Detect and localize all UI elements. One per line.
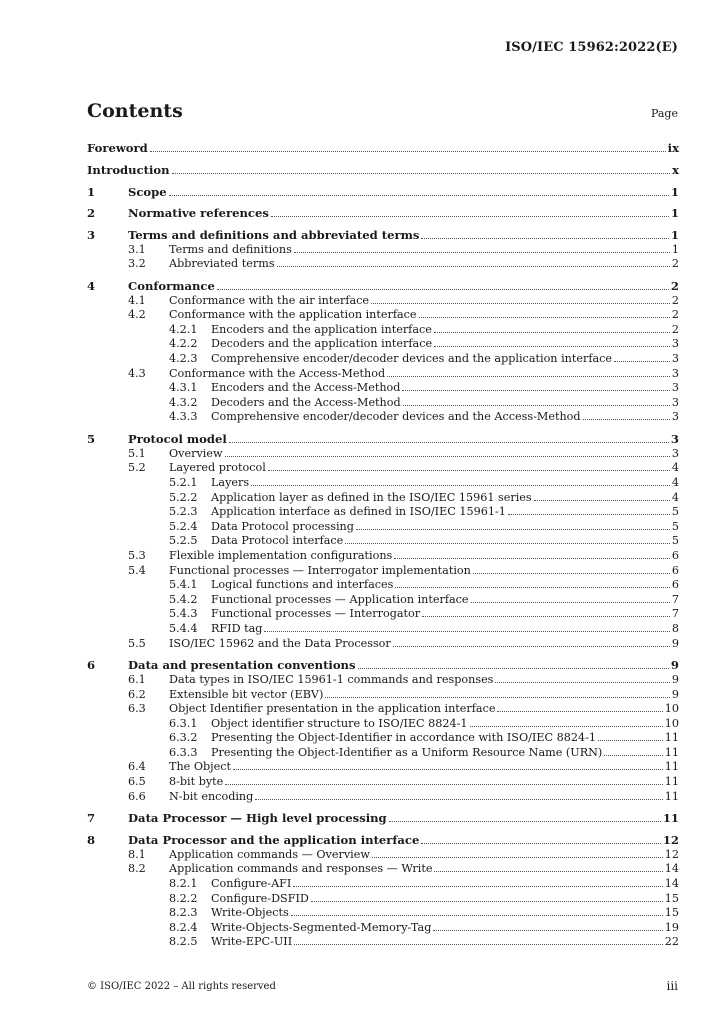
dot-leader bbox=[217, 280, 669, 290]
dot-leader bbox=[387, 367, 670, 377]
dot-leader bbox=[508, 505, 670, 515]
dot-leader bbox=[356, 520, 670, 530]
dot-leader bbox=[311, 892, 663, 902]
toc-entry-number: 4.3.2 bbox=[169, 395, 198, 409]
toc-entry-page: 10 bbox=[664, 716, 679, 730]
toc-entry-title: Presenting the Object-Identifier as a Uniform Resource Name (URN) bbox=[211, 745, 603, 759]
copyright-notice: © ISO/IEC 2022 – All rights reserved bbox=[87, 981, 276, 992]
toc-entry-page: 6 bbox=[671, 548, 679, 562]
toc-entry-number: 2 bbox=[87, 206, 96, 221]
toc-entry[interactable] bbox=[87, 396, 679, 411]
toc-entry[interactable] bbox=[87, 760, 679, 775]
toc-entry-page: 2 bbox=[671, 308, 679, 322]
toc-entry-number: 5.2.3 bbox=[169, 505, 198, 519]
dot-leader bbox=[233, 760, 663, 770]
toc-entry-page: x bbox=[672, 162, 679, 177]
table-of-contents bbox=[87, 138, 679, 950]
toc-entry[interactable] bbox=[87, 833, 679, 848]
toc-entry-page: 1 bbox=[671, 242, 679, 256]
toc-entry-title: N-bit encoding bbox=[169, 789, 254, 803]
toc-entry-number: 6.3.2 bbox=[169, 731, 198, 745]
toc-entry-title: Introduction bbox=[87, 162, 170, 177]
toc-entry-title: Object identifier structure to ISO/IEC 8824-1 bbox=[211, 716, 468, 730]
toc-entry-page: 5 bbox=[671, 534, 679, 548]
toc-entry[interactable] bbox=[87, 877, 679, 892]
toc-entry-title: Data and presentation conventions bbox=[128, 658, 356, 673]
toc-entry-title: Object Identifier presentation in the application interface bbox=[169, 702, 496, 716]
toc-entry[interactable] bbox=[87, 534, 679, 549]
document-identifier: ISO/IEC 15962:2022(E) bbox=[505, 40, 678, 55]
toc-entry-title: Terms and definitions and abbreviated terms bbox=[128, 228, 420, 243]
toc-entry-page: 14 bbox=[664, 877, 679, 890]
toc-entry-page: 4 bbox=[671, 490, 679, 504]
toc-entry[interactable] bbox=[87, 367, 679, 382]
dot-leader bbox=[434, 337, 670, 347]
toc-entry-page: 9 bbox=[670, 658, 679, 673]
toc-entry-page: 2 bbox=[671, 322, 679, 336]
dot-leader bbox=[534, 491, 670, 501]
page-number: iii bbox=[666, 979, 678, 993]
toc-entry[interactable] bbox=[87, 702, 679, 717]
toc-entry[interactable] bbox=[87, 607, 679, 622]
toc-entry-number: 7 bbox=[87, 811, 96, 826]
toc-entry[interactable] bbox=[87, 921, 679, 936]
toc-entry-page: 11 bbox=[662, 811, 679, 826]
toc-entry-page: 3 bbox=[671, 337, 679, 351]
dot-leader bbox=[470, 717, 663, 727]
toc-entry-page: 7 bbox=[671, 607, 679, 621]
toc-entry[interactable] bbox=[87, 622, 679, 637]
toc-entry-page: 5 bbox=[671, 505, 679, 519]
dot-leader bbox=[358, 659, 669, 669]
toc-entry-number: 4.2 bbox=[128, 308, 146, 322]
dot-leader bbox=[434, 862, 662, 872]
toc-entry[interactable] bbox=[87, 323, 679, 338]
toc-entry-number: 3.2 bbox=[128, 257, 146, 271]
toc-entry-page: 19 bbox=[664, 920, 679, 934]
toc-entry[interactable] bbox=[87, 352, 679, 367]
dot-leader bbox=[497, 702, 662, 712]
toc-entry-number: 5.1 bbox=[128, 446, 146, 460]
toc-entry-number: 1 bbox=[87, 184, 96, 199]
toc-entry-number: 6.1 bbox=[128, 672, 146, 686]
toc-entry-page: 8 bbox=[671, 621, 679, 635]
toc-entry-number: 4.2.1 bbox=[169, 322, 198, 336]
toc-entry-title: Data types in ISO/IEC 15961-1 commands and responses bbox=[169, 672, 494, 686]
toc-entry[interactable] bbox=[87, 257, 679, 272]
dot-leader bbox=[150, 142, 666, 152]
toc-entry-page: 10 bbox=[664, 702, 679, 716]
toc-entry[interactable] bbox=[87, 775, 679, 790]
dot-leader bbox=[255, 790, 662, 800]
dot-leader bbox=[434, 323, 670, 333]
toc-entry[interactable] bbox=[87, 243, 679, 258]
toc-entry-title: Data Processor and the application interface bbox=[128, 833, 420, 848]
toc-entry[interactable] bbox=[87, 432, 679, 447]
dot-leader bbox=[172, 164, 671, 174]
toc-entry[interactable] bbox=[87, 491, 679, 506]
toc-entry-title: Decoders and the Access-Method bbox=[211, 395, 401, 409]
toc-entry[interactable] bbox=[87, 731, 679, 746]
toc-entry-title: Conformance with the Access-Method bbox=[169, 366, 386, 380]
dot-leader bbox=[291, 906, 663, 916]
toc-entry-page: 9 bbox=[671, 672, 679, 686]
toc-entry-page: 2 bbox=[670, 279, 679, 294]
toc-entry-number: 8.2.5 bbox=[169, 935, 198, 949]
toc-entry-page: 12 bbox=[662, 833, 679, 848]
toc-entry-page: 1 bbox=[670, 184, 679, 199]
dot-leader bbox=[495, 673, 669, 683]
toc-entry-page: 6 bbox=[671, 563, 679, 577]
dot-leader bbox=[325, 688, 670, 698]
toc-entry-title: Encoders and the Access-Method bbox=[211, 381, 401, 395]
toc-entry-number: 4.2.3 bbox=[169, 352, 198, 366]
toc-entry[interactable] bbox=[87, 811, 679, 826]
toc-entry[interactable] bbox=[87, 593, 679, 608]
toc-entry-title: Data Processor — High level processing bbox=[128, 811, 387, 826]
toc-entry-title: Logical functions and interfaces bbox=[211, 578, 394, 592]
dot-leader bbox=[293, 877, 662, 887]
toc-entry[interactable] bbox=[87, 935, 679, 950]
dot-leader bbox=[225, 775, 662, 785]
toc-entry-page: ix bbox=[667, 141, 679, 155]
toc-entry[interactable] bbox=[87, 141, 679, 156]
toc-entry-number: 3.1 bbox=[128, 242, 146, 256]
toc-entry-title: Terms and definitions bbox=[169, 242, 292, 256]
toc-entry-number: 5.2.5 bbox=[169, 534, 198, 548]
toc-entry-page: 1 bbox=[670, 206, 679, 221]
toc-entry-page: 9 bbox=[671, 687, 679, 701]
toc-entry[interactable] bbox=[87, 637, 679, 652]
dot-leader bbox=[389, 812, 661, 822]
toc-entry-title: Comprehensive encoder/decoder devices and the Access-Method bbox=[211, 410, 581, 424]
toc-entry-page: 12 bbox=[664, 847, 679, 861]
toc-entry[interactable] bbox=[87, 228, 679, 243]
toc-entry-number: 6 bbox=[87, 658, 96, 673]
dot-leader bbox=[169, 186, 669, 196]
toc-entry-title: Abbreviated terms bbox=[169, 257, 275, 271]
dot-leader bbox=[251, 476, 670, 486]
toc-entry-title: Application commands — Overview bbox=[169, 847, 370, 861]
toc-entry-title: Flexible implementation configurations bbox=[169, 548, 393, 562]
dot-leader bbox=[294, 243, 670, 253]
toc-entry[interactable] bbox=[87, 578, 679, 593]
toc-entry-title: Protocol model bbox=[128, 432, 227, 447]
dot-leader bbox=[277, 257, 670, 267]
toc-entry-title: Write-Objects-Segmented-Memory-Tag bbox=[211, 920, 432, 934]
dot-leader bbox=[264, 622, 669, 632]
toc-entry-title: Layered protocol bbox=[169, 461, 266, 475]
page-title: Contents bbox=[87, 100, 183, 122]
toc-entry-title: ISO/IEC 15962 and the Data Processor bbox=[169, 636, 391, 650]
toc-entry-page: 11 bbox=[664, 745, 679, 759]
toc-entry-number: 4.1 bbox=[128, 293, 146, 307]
toc-entry[interactable] bbox=[87, 206, 679, 221]
dot-leader bbox=[583, 410, 670, 420]
toc-entry-page: 3 bbox=[671, 366, 679, 380]
toc-entry[interactable] bbox=[87, 185, 679, 200]
toc-entry-page: 3 bbox=[671, 352, 679, 366]
dot-leader bbox=[345, 534, 670, 544]
toc-entry-page: 11 bbox=[664, 760, 679, 774]
toc-entry[interactable] bbox=[87, 564, 679, 579]
toc-entry-title: Data Protocol processing bbox=[211, 519, 354, 533]
toc-entry[interactable] bbox=[87, 892, 679, 907]
dot-leader bbox=[372, 848, 663, 858]
toc-entry[interactable] bbox=[87, 410, 679, 425]
toc-entry-title: Data Protocol interface bbox=[211, 534, 344, 548]
toc-entry-page: 11 bbox=[664, 789, 679, 803]
dot-leader bbox=[604, 746, 662, 756]
toc-entry-title: Encoders and the application interface bbox=[211, 322, 432, 336]
toc-entry[interactable] bbox=[87, 906, 679, 921]
toc-entry-number: 6.2 bbox=[128, 687, 146, 701]
toc-entry-page: 15 bbox=[664, 891, 679, 905]
toc-entry-number: 5 bbox=[87, 432, 96, 447]
toc-entry-title: Conformance with the application interface bbox=[169, 308, 417, 322]
toc-entry-page: 4 bbox=[671, 461, 679, 475]
toc-entry[interactable] bbox=[87, 294, 679, 309]
toc-entry-number: 6.6 bbox=[128, 789, 146, 803]
toc-entry-title: RFID tag bbox=[211, 621, 263, 635]
toc-entry-title: Presenting the Object-Identifier in accordance with ISO/IEC 8824-1 bbox=[211, 731, 596, 745]
toc-entry-number: 5.4.2 bbox=[169, 592, 198, 606]
toc-entry-title: Decoders and the application interface bbox=[211, 337, 433, 351]
dot-leader bbox=[294, 935, 663, 945]
toc-entry-number: 5.2 bbox=[128, 461, 146, 475]
toc-entry-page: 11 bbox=[664, 731, 679, 745]
toc-entry-title: Configure-DSFID bbox=[211, 891, 309, 905]
toc-entry-page: 3 bbox=[671, 395, 679, 409]
toc-entry-number: 8.2.3 bbox=[169, 906, 198, 920]
toc-entry-title: Functional processes — Interrogator implementation bbox=[169, 563, 471, 577]
toc-entry-title: Layers bbox=[211, 476, 250, 489]
toc-entry-page: 22 bbox=[664, 935, 679, 949]
toc-entry[interactable] bbox=[87, 746, 679, 761]
dot-leader bbox=[598, 731, 663, 741]
toc-entry-number: 6.3.1 bbox=[169, 716, 198, 730]
dot-leader bbox=[471, 593, 670, 603]
toc-entry-number: 5.4.3 bbox=[169, 607, 198, 621]
toc-entry-number: 8.2.4 bbox=[169, 920, 198, 934]
toc-entry-title: Functional processes — Application interface bbox=[211, 592, 469, 606]
toc-entry-page: 7 bbox=[671, 592, 679, 606]
dot-leader bbox=[225, 447, 670, 457]
dot-leader bbox=[268, 461, 670, 471]
toc-entry-title: Functional processes — Interrogator bbox=[211, 607, 421, 621]
toc-entry[interactable] bbox=[87, 520, 679, 535]
toc-entry[interactable] bbox=[87, 308, 679, 323]
toc-entry-number: 4.2.2 bbox=[169, 337, 198, 351]
toc-entry-page: 14 bbox=[664, 862, 679, 876]
toc-entry-title: Configure-AFI bbox=[211, 877, 292, 890]
toc-entry-title: Comprehensive encoder/decoder devices and the application interface bbox=[211, 352, 613, 366]
toc-entry-number: 5.4.4 bbox=[169, 621, 198, 635]
toc-entry-page: 3 bbox=[671, 410, 679, 424]
dot-leader bbox=[395, 578, 669, 588]
toc-entry-page: 2 bbox=[671, 257, 679, 271]
toc-entry[interactable] bbox=[87, 717, 679, 732]
toc-entry-number: 5.2.4 bbox=[169, 519, 198, 533]
toc-entry[interactable] bbox=[87, 337, 679, 352]
dot-leader bbox=[394, 549, 670, 559]
toc-entry[interactable] bbox=[87, 549, 679, 564]
toc-entry-title: Conformance with the air interface bbox=[169, 293, 370, 307]
dot-leader bbox=[422, 607, 670, 617]
toc-entry-page: 3 bbox=[671, 381, 679, 395]
dot-leader bbox=[371, 294, 670, 304]
toc-entry[interactable] bbox=[87, 505, 679, 520]
toc-entry-number: 8.2 bbox=[128, 862, 146, 876]
dot-leader bbox=[403, 396, 670, 406]
toc-entry-number: 5.4.1 bbox=[169, 578, 198, 592]
toc-entry[interactable] bbox=[87, 862, 679, 877]
dot-leader bbox=[229, 433, 669, 443]
toc-entry-number: 8.2.2 bbox=[169, 891, 198, 905]
toc-entry-number: 6.3 bbox=[128, 702, 146, 716]
toc-entry[interactable] bbox=[87, 461, 679, 476]
toc-entry-number: 6.5 bbox=[128, 775, 146, 789]
toc-entry-number: 5.5 bbox=[128, 636, 146, 650]
toc-entry[interactable] bbox=[87, 381, 679, 396]
dot-leader bbox=[614, 352, 670, 362]
toc-entry[interactable] bbox=[87, 279, 679, 294]
toc-entry-title: Write-Objects bbox=[211, 906, 289, 920]
dot-leader bbox=[271, 207, 669, 217]
toc-entry-title: Application layer as defined in the ISO/IEC 15961 series bbox=[211, 490, 532, 504]
toc-entry-title: Write-EPC-UII bbox=[211, 935, 293, 949]
toc-entry-number: 6.4 bbox=[128, 760, 146, 774]
toc-entry-page: 15 bbox=[664, 906, 679, 920]
dot-leader bbox=[402, 381, 669, 391]
toc-entry[interactable] bbox=[87, 688, 679, 703]
toc-entry-number: 8.2.1 bbox=[169, 877, 198, 890]
toc-entry[interactable] bbox=[87, 447, 679, 462]
toc-entry-number: 3 bbox=[87, 228, 96, 243]
page-column-label: Page bbox=[650, 107, 678, 120]
toc-entry-number: 4.3.1 bbox=[169, 381, 198, 395]
toc-entry-page: 9 bbox=[671, 636, 679, 650]
toc-entry-number: 4.3.3 bbox=[169, 410, 198, 424]
dot-leader bbox=[393, 637, 670, 647]
toc-entry-title: Application interface as defined in ISO/IEC 15961-1 bbox=[211, 505, 506, 519]
toc-entry-number: 5.2.2 bbox=[169, 490, 198, 504]
toc-entry-page: 5 bbox=[671, 519, 679, 533]
toc-entry-page: 6 bbox=[671, 578, 679, 592]
dot-leader bbox=[433, 921, 662, 931]
dot-leader bbox=[473, 564, 670, 574]
toc-entry-number: 8.1 bbox=[128, 847, 146, 861]
toc-entry-title: The Object bbox=[169, 760, 232, 774]
toc-entry[interactable] bbox=[87, 848, 679, 863]
toc-entry-number: 5.3 bbox=[128, 548, 146, 562]
dot-leader bbox=[419, 308, 670, 318]
toc-entry-number: 6.3.3 bbox=[169, 745, 198, 759]
toc-entry[interactable] bbox=[87, 163, 679, 178]
toc-entry-page: 3 bbox=[670, 432, 679, 447]
toc-entry[interactable] bbox=[87, 790, 679, 805]
toc-entry-title: 8-bit byte bbox=[169, 775, 224, 789]
toc-entry-title: Conformance bbox=[128, 279, 215, 294]
toc-entry-page: 2 bbox=[671, 293, 679, 307]
toc-entry-page: 3 bbox=[671, 446, 679, 460]
toc-entry[interactable] bbox=[87, 476, 679, 491]
toc-entry-number: 8 bbox=[87, 833, 96, 848]
toc-entry-number: 5.4 bbox=[128, 563, 146, 577]
dot-leader bbox=[421, 229, 669, 239]
toc-entry-title: Foreword bbox=[87, 141, 148, 155]
toc-entry-number: 4 bbox=[87, 279, 96, 294]
toc-entry-page: 11 bbox=[664, 775, 679, 789]
toc-entry-title: Scope bbox=[128, 184, 167, 199]
toc-entry-title: Extensible bit vector (EBV) bbox=[169, 687, 324, 701]
toc-entry[interactable] bbox=[87, 658, 679, 673]
toc-entry-page: 4 bbox=[671, 476, 679, 489]
toc-entry-number: 5.2.1 bbox=[169, 476, 198, 489]
toc-entry-title: Application commands and responses — Write bbox=[169, 862, 433, 876]
toc-entry-number: 4.3 bbox=[128, 366, 146, 380]
toc-entry-title: Normative references bbox=[128, 206, 269, 221]
toc-entry-title: Overview bbox=[169, 446, 223, 460]
toc-entry[interactable] bbox=[87, 673, 679, 688]
toc-entry-page: 1 bbox=[670, 228, 679, 243]
dot-leader bbox=[421, 834, 661, 844]
